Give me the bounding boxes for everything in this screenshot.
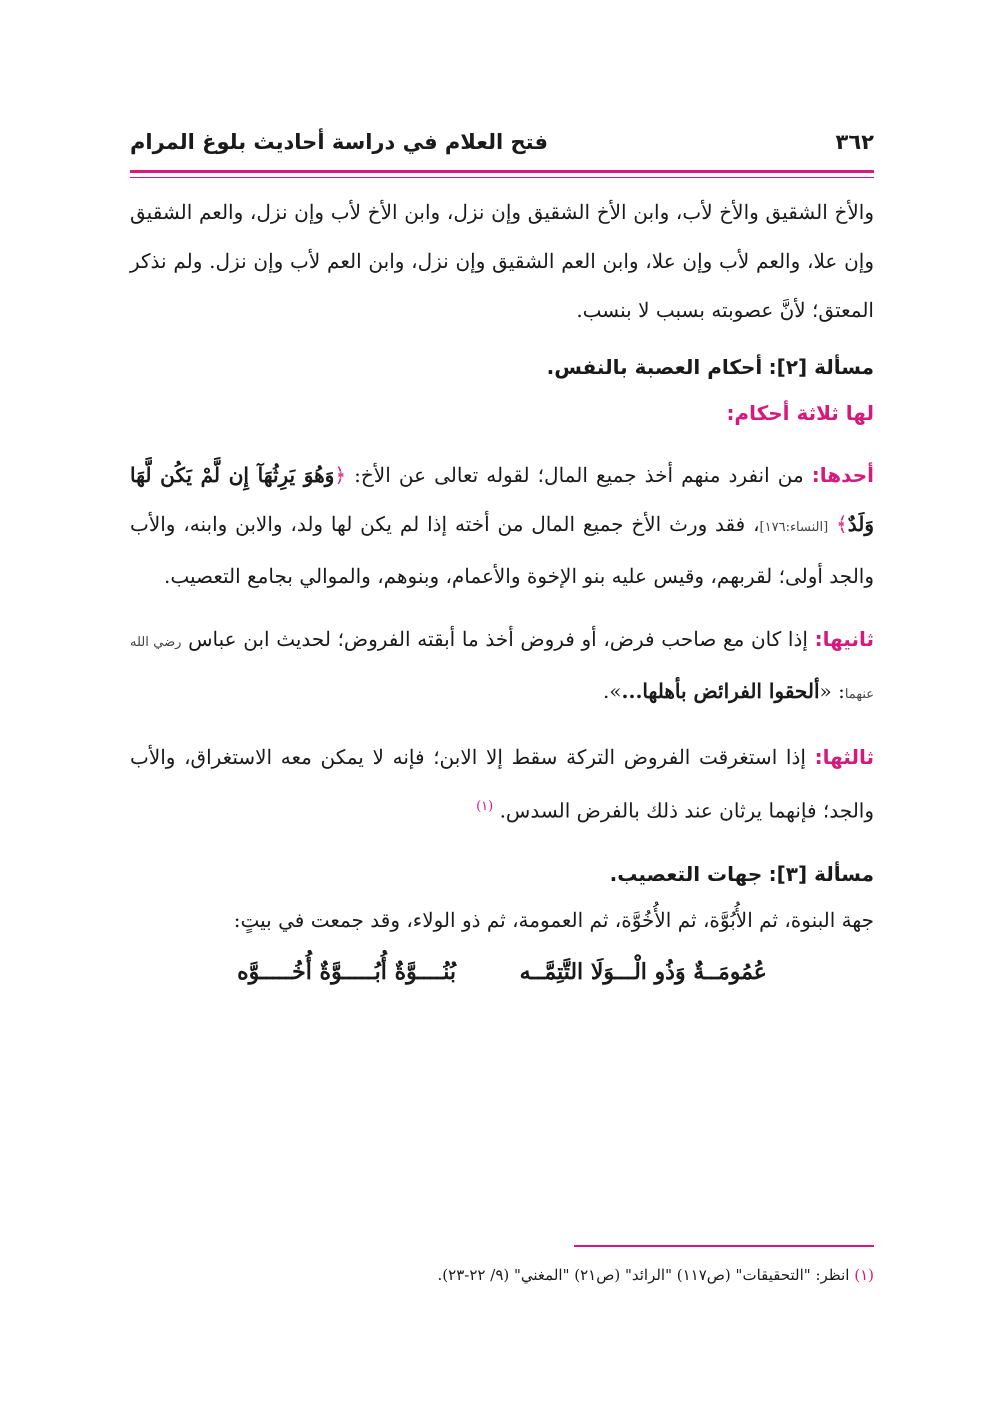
ruling-2-text-a: إذا كان مع صاحب فرض، أو فروض أخذ ما أبقته الفروض؛ لحديث ابن عباس: [188, 627, 808, 651]
footnote-marker[interactable]: (١): [476, 799, 494, 814]
ruling-2-text-c: ».: [602, 679, 622, 703]
issue-3-paragraph: جهة البنوة، ثم الأُبُوَّة، ثم الأُخُوَّة، ثم العمومة، ثم ذو الولاء، وقد جمعت في بيتٍ:: [233, 907, 874, 932]
ruling-3-text: إذا استغرقت الفروض التركة سقط إلا الابن؛ فإنه لا يمكن معه الاستغراق، والأب والجد؛ فإنهما يرثان عند ذلك بالفرض السدس.: [130, 745, 874, 823]
issue-2-label: مسألة [٢]:: [768, 355, 874, 379]
ruling-1-paragraph: [130, 451, 874, 601]
footnote-separator: [574, 1245, 874, 1247]
intro-paragraph: والأخ الشقيق والأخ لأب، وابن الأخ الشقيق وإن نزل، وابن الأخ لأب وإن نزل، والعم الشقيق وإن علا، والعم لأب وإن علا، وابن العم الشقيق وإن نزل، وابن العم لأب وإن نزل. ولم نذكر المعتق؛ لأنَّ عصوبته بسبب لا بنسب.: [130, 200, 874, 322]
ruling-1-text-a: من انفرد منهم أخذ جميع المال؛ لقوله تعالى عن الأخ:: [354, 463, 804, 487]
issue-3-label: مسألة [٣]:: [768, 861, 874, 886]
footnote: [130, 1262, 874, 1288]
honorific-glyph: رضي الله عنهما: [130, 635, 874, 702]
issue-3-heading: [130, 852, 874, 896]
poetry-verse: [130, 949, 874, 995]
footnote-text: انظر: "التحقيقات" (ص١١٧) "الرائد" (ص٢١) "المغني" (٩/ ٢٢-٢٣).: [437, 1266, 850, 1284]
ruling-1-label: أحدها:: [811, 463, 874, 487]
verse-second-hemistich: عُمُومَــةٌ وَذُو الْـــوَلَا التَّتِمَّــه: [519, 958, 767, 985]
running-header: [130, 128, 874, 168]
ruling-3-paragraph: [130, 733, 874, 836]
issue-3-title: جهات التعصيب.: [609, 861, 763, 886]
quran-reference: [النساء:١٧٦]: [759, 520, 829, 535]
issue-2-title: أحكام العصبة بالنفس.: [546, 355, 763, 379]
hadith-text: ألحقوا الفرائض بأهلها...: [621, 679, 820, 703]
header-rule-thin: [130, 177, 874, 178]
book-title: فتح العلام في دراسة أحاديث بلوغ المرام: [130, 130, 548, 154]
page-number: ٣٦٢: [835, 130, 874, 154]
quran-brace-close: ﴾: [836, 512, 848, 536]
ruling-2-text-b: : «: [819, 679, 845, 703]
issue-2-heading: [130, 345, 874, 389]
quran-verse: وَهُوَ يَرِثُهَآ إِن لَّمْ يَكُن لَّهَا وَلَدٌ: [130, 463, 874, 536]
ruling-1-text-b: ، فقد ورث الأخ جميع المال من أخته إذا لم يكن لها ولد، والابن وابنه، والأب والجد أولى؛ لقربهم، وقيس عليه بنو الإخوة والأعمام، وبنوهم، والموالي بجامع التعصيب.: [130, 512, 874, 588]
rulings-subheading: لها ثلاثة أحكام:: [726, 401, 874, 425]
ruling-2-paragraph: [130, 615, 874, 719]
verse-first-hemistich: بُنُــــوَّةٌ أُبُـــــوَّةٌ أُخُـــــوَّه: [237, 958, 456, 985]
ruling-3-label: ثالثها:: [814, 745, 874, 769]
header-rule-thick: [130, 170, 874, 173]
quran-brace-open: ﴿: [334, 463, 347, 487]
footnote-number: (١): [854, 1266, 874, 1284]
page-body: [130, 188, 874, 995]
ruling-2-label: ثانيها:: [814, 627, 874, 651]
